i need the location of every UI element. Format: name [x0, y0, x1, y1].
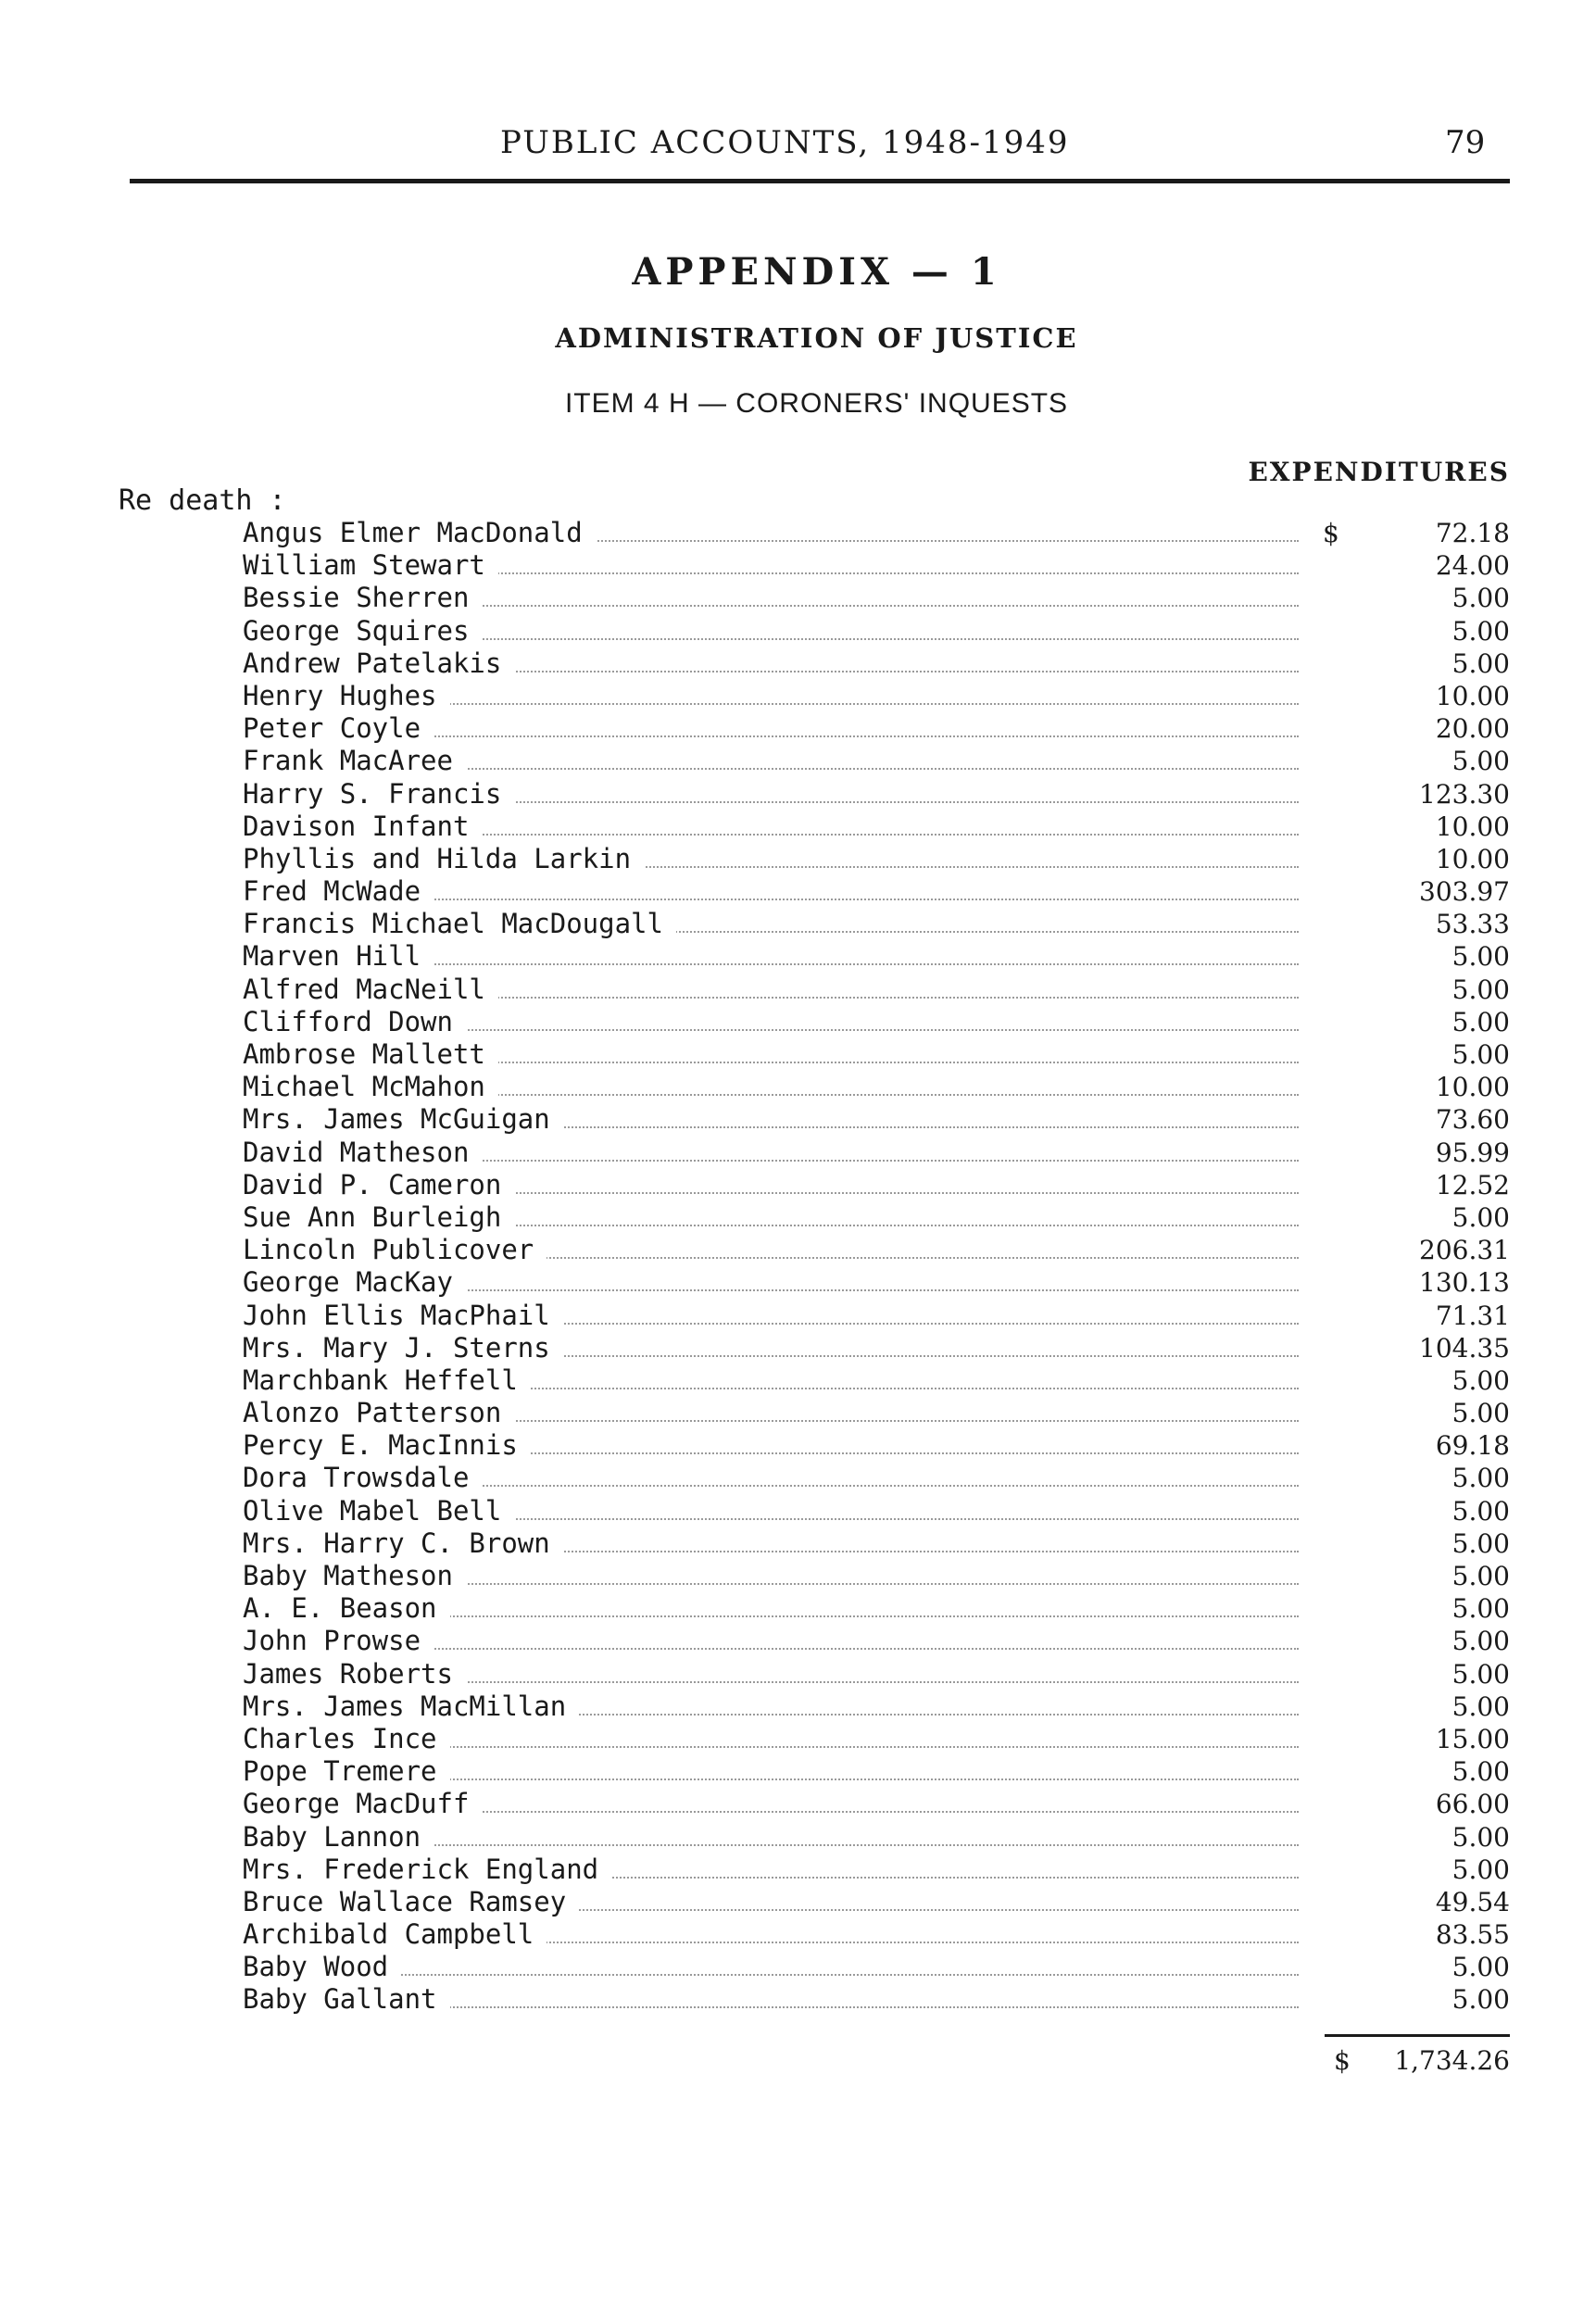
entry-name: Sue Ann Burleigh	[243, 1201, 514, 1234]
entry-amount: 10.00	[1435, 843, 1510, 874]
list-item	[0, 908, 1596, 940]
entry-name: Lincoln Publicover	[243, 1234, 547, 1266]
list-item	[0, 1038, 1596, 1071]
entry-amount: 5.00	[1451, 1984, 1510, 2016]
list-item	[0, 1592, 1596, 1625]
list-item	[0, 582, 1596, 614]
entry-amount: 10.00	[1435, 680, 1510, 711]
entry-amount: 49.54	[1435, 1886, 1510, 1917]
entry-name: George Squires	[243, 615, 482, 647]
entry-name: John Prowse	[243, 1625, 434, 1657]
entry-amount: 53.33	[1435, 909, 1510, 940]
entry-amount: 5.00	[1451, 1398, 1510, 1429]
list-item	[0, 1429, 1596, 1462]
entry-name: Baby Lannon	[243, 1821, 434, 1854]
entry-amount: 20.00	[1435, 713, 1510, 745]
list-item	[0, 811, 1596, 843]
list-item	[0, 1527, 1596, 1560]
entry-amount: 10.00	[1435, 811, 1510, 842]
list-item	[0, 1951, 1596, 1983]
entry-amount: 5.00	[1451, 615, 1510, 647]
list-item	[0, 1364, 1596, 1397]
list-item	[0, 615, 1596, 647]
section-title: ADMINISTRATION OF JUSTICE	[555, 322, 1078, 354]
entry-amount: 104.35	[1419, 1332, 1510, 1364]
entry-amount: 5.00	[1451, 1626, 1510, 1657]
list-item	[0, 1821, 1596, 1854]
entry-name: Charles Ince	[243, 1723, 450, 1755]
list-item	[0, 1854, 1596, 1886]
entry-name: William Stewart	[243, 549, 498, 582]
entry-name: Mrs. James MacMillan	[243, 1690, 579, 1723]
entry-amount: 5.00	[1451, 1006, 1510, 1037]
list-item	[0, 1266, 1596, 1299]
list-item	[0, 778, 1596, 811]
entry-name: Harry S. Francis	[243, 778, 514, 811]
entry-amount: 10.00	[1435, 1072, 1510, 1103]
expenditure-list	[0, 517, 1596, 2017]
entry-name: James Roberts	[243, 1658, 466, 1690]
entry-name: Bessie Sherren	[243, 582, 482, 614]
running-title: PUBLIC ACCOUNTS, 1948-1949	[500, 124, 1070, 161]
entry-amount: 206.31	[1419, 1235, 1510, 1266]
entry-name: Andrew Patelakis	[243, 647, 514, 680]
entry-name: A. E. Beason	[243, 1592, 450, 1625]
entry-name: Pope Tremere	[243, 1755, 450, 1788]
entry-amount: 73.60	[1435, 1104, 1510, 1136]
entry-amount: 5.00	[1451, 1527, 1510, 1559]
list-item	[0, 974, 1596, 1006]
list-item	[0, 875, 1596, 908]
entry-name: Mrs. Mary J. Sterns	[243, 1332, 563, 1364]
entry-amount: 5.00	[1451, 1561, 1510, 1591]
entry-name: Percy E. MacInnis	[243, 1429, 531, 1462]
list-item	[0, 1169, 1596, 1201]
entry-name: Angus Elmer MacDonald	[243, 517, 596, 549]
list-item	[0, 1006, 1596, 1038]
entry-name: George MacKay	[243, 1266, 466, 1299]
page-number: 79	[1445, 124, 1486, 161]
entry-name: George MacDuff	[243, 1788, 482, 1820]
list-item	[0, 1495, 1596, 1527]
entry-name: Mrs. James McGuigan	[243, 1103, 563, 1136]
list-item	[0, 1397, 1596, 1429]
entry-amount: 5.00	[1451, 1690, 1510, 1722]
entry-amount: 95.99	[1435, 1137, 1510, 1168]
entry-name: Alonzo Patterson	[243, 1397, 514, 1429]
list-item	[0, 1723, 1596, 1755]
entry-amount: 5.00	[1451, 974, 1510, 1005]
list-item	[0, 1071, 1596, 1103]
entry-name: Clifford Down	[243, 1006, 466, 1038]
entry-amount: 5.00	[1451, 647, 1510, 679]
entry-amount: 5.00	[1451, 1756, 1510, 1788]
total-rule	[1325, 2034, 1510, 2037]
entry-name: Olive Mabel Bell	[243, 1495, 514, 1527]
entry-amount: 303.97	[1419, 876, 1510, 908]
list-item	[0, 517, 1596, 549]
list-item	[0, 1234, 1596, 1266]
header-rule	[130, 179, 1510, 183]
entry-name: Bruce Wallace Ramsey	[243, 1886, 579, 1918]
entry-name: Michael McMahon	[243, 1071, 498, 1103]
re-death-subheading: Re death :	[119, 484, 286, 517]
item-title: ITEM 4 H — CORONERS' INQUESTS	[564, 388, 1069, 419]
entry-name: David Matheson	[243, 1137, 482, 1169]
entry-amount: 69.18	[1435, 1430, 1510, 1462]
entry-name: Mrs. Frederick England	[243, 1854, 611, 1886]
entry-amount: 5.00	[1451, 1364, 1510, 1396]
list-item	[0, 647, 1596, 680]
entry-amount: 5.00	[1451, 1495, 1510, 1527]
entry-currency: $	[1323, 518, 1339, 548]
list-item	[0, 1983, 1596, 2016]
list-item	[0, 1918, 1596, 1951]
entry-amount: 83.55	[1435, 1919, 1510, 1951]
entry-name: Peter Coyle	[243, 712, 434, 745]
entry-amount: 5.00	[1451, 746, 1510, 777]
entry-name: John Ellis MacPhail	[243, 1300, 563, 1332]
entry-name: Fred McWade	[243, 875, 434, 908]
entry-name: Mrs. Harry C. Brown	[243, 1527, 563, 1560]
list-item	[0, 1103, 1596, 1136]
entry-amount: 72.18	[1435, 518, 1510, 548]
entry-amount: 5.00	[1451, 1463, 1510, 1494]
entry-name: Baby Wood	[243, 1951, 401, 1983]
entry-name: David P. Cameron	[243, 1169, 514, 1201]
entry-amount: 5.00	[1451, 1952, 1510, 1983]
entry-amount: 5.00	[1451, 583, 1510, 614]
list-item	[0, 1137, 1596, 1169]
list-item	[0, 712, 1596, 745]
entry-amount: 12.52	[1435, 1169, 1510, 1200]
entry-amount: 5.00	[1451, 1039, 1510, 1070]
entry-name: Archibald Campbell	[243, 1918, 547, 1951]
list-item	[0, 1332, 1596, 1364]
total-currency: $	[1334, 2045, 1351, 2076]
total-amount: 1,734.26	[1394, 2045, 1510, 2076]
entry-name: Henry Hughes	[243, 680, 450, 712]
list-item	[0, 745, 1596, 777]
entry-amount: 24.00	[1435, 550, 1510, 582]
entry-amount: 5.00	[1451, 1593, 1510, 1625]
list-item	[0, 1755, 1596, 1788]
list-item	[0, 1625, 1596, 1657]
list-item	[0, 1658, 1596, 1690]
list-item	[0, 680, 1596, 712]
entry-amount: 71.31	[1435, 1300, 1510, 1331]
entry-amount: 123.30	[1419, 778, 1510, 810]
entry-name: Phyllis and Hilda Larkin	[243, 843, 644, 875]
entry-name: Frank MacAree	[243, 745, 466, 777]
entry-name: Alfred MacNeill	[243, 974, 498, 1006]
entry-amount: 130.13	[1419, 1267, 1510, 1299]
entry-name: Marchbank Heffell	[243, 1364, 531, 1397]
entry-name: Baby Matheson	[243, 1560, 466, 1592]
entry-amount: 5.00	[1451, 1821, 1510, 1853]
list-item	[0, 1886, 1596, 1918]
list-item	[0, 1788, 1596, 1820]
list-item	[0, 1300, 1596, 1332]
entry-name: Ambrose Mallett	[243, 1038, 498, 1071]
list-item	[0, 1462, 1596, 1494]
list-item	[0, 549, 1596, 582]
entry-amount: 5.00	[1451, 1201, 1510, 1233]
entry-name: Davison Infant	[243, 811, 482, 843]
list-item	[0, 1560, 1596, 1592]
list-item	[0, 940, 1596, 973]
list-item	[0, 1201, 1596, 1234]
expenditures-column-header: EXPENDITURES	[1248, 457, 1510, 487]
list-item	[0, 1690, 1596, 1723]
entry-amount: 5.00	[1451, 1658, 1510, 1690]
entry-name: Baby Gallant	[243, 1983, 450, 2016]
appendix-title: APPENDIX — 1	[632, 250, 1001, 294]
entry-amount: 5.00	[1451, 941, 1510, 973]
entry-name: Marven Hill	[243, 940, 434, 973]
entry-amount: 66.00	[1435, 1789, 1510, 1820]
list-item	[0, 843, 1596, 875]
entry-amount: 15.00	[1435, 1723, 1510, 1754]
entry-name: Dora Trowsdale	[243, 1462, 482, 1494]
entry-amount: 5.00	[1451, 1854, 1510, 1885]
entry-name: Francis Michael MacDougall	[243, 908, 676, 940]
